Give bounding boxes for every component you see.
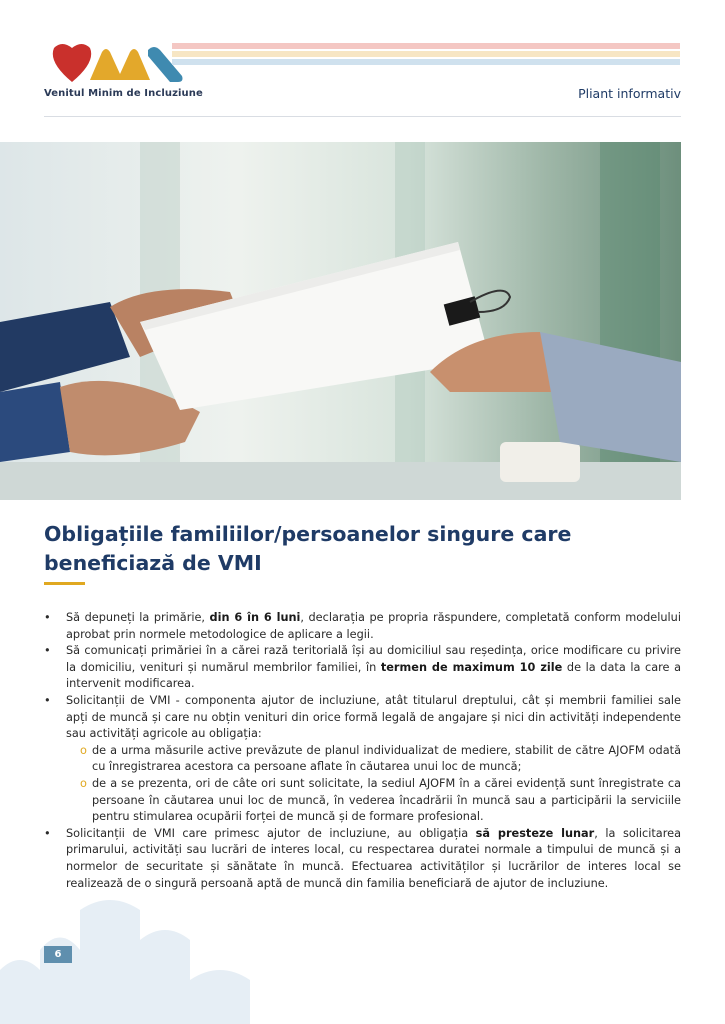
body-text: de a urma măsurile active prevăzute de planul individualizat de mediere, stabilit de către AJOFM odată cu înregistrarea acestora ca persoane aflate în căutarea unui loc de muncă;	[92, 743, 681, 774]
body-text: de a se prezenta, ori de câte ori sunt solicitate, la sediul AJOFM în a cărei evidență sunt înregistrate ca persoane în căutarea unui loc de muncă, în vederea încadrării în muncă sau a participării la serviciile pentru stimularea ocupării forței de muncă și de formare profesional.	[92, 776, 681, 824]
emphasis-text: termen de maximum 10 zile	[380, 660, 563, 674]
sub-list-item	[44, 776, 681, 826]
emphasis-text: din 6 în 6 luni	[209, 611, 301, 624]
list-item	[44, 643, 681, 693]
body-text: Solicitanții de VMI care primesc ajutor de incluziune, au obligația	[66, 826, 476, 840]
vmi-logo	[50, 40, 190, 86]
header-divider	[44, 116, 681, 117]
body-text: , declarația pe propria răspundere, completată conform modelului aprobat prin normele metodologice de aplicare a legii.	[66, 611, 681, 641]
section-title: Obligațiile familiilor/persoanelor singure care beneficiază de VMI	[44, 522, 572, 575]
page-number: 6	[44, 946, 72, 963]
bullet-marker: •	[44, 693, 51, 707]
sub-bullet-marker: o	[80, 743, 87, 757]
list-item	[44, 610, 681, 643]
sub-bullet-marker: o	[80, 776, 87, 790]
brand-name: Venitul Minim de Incluziune	[44, 88, 203, 99]
obligations-list	[44, 610, 681, 892]
body-text: Să comunicați primăriei în a cărei rază teritorială își au domiciliul sau reședința, orice modificare cu privire la domiciliu, venituri și numărul membrilor familiei, în	[66, 644, 681, 674]
bullet-marker: •	[44, 826, 51, 840]
body-text: Solicitanții de VMI - componenta ajutor de incluziune, atât titularul dreptului, cât și membrii familiei sale apți de muncă și care nu obțin venituri din orice formă legală de angajare și nici din activități independente sau activități agricole au obligația:	[66, 693, 681, 741]
body-text: , la solicitarea primarului, activități sau lucrări de interes local, cu respectarea duratei normale a timpului de muncă și a normelor de securitate și sănătate în muncă. Efectuarea activităților și lucrărilor de interes local se realizează de o singură persoană aptă de muncă din familia beneficiară de ajutor de incluziune.	[66, 826, 681, 890]
title-underline	[44, 582, 85, 585]
bullet-marker: •	[44, 644, 51, 658]
body-text: de la data la care a intervenit modificarea.	[66, 660, 681, 691]
handing-document-photo	[0, 142, 681, 500]
list-item	[44, 826, 681, 892]
doc-type-label: Pliant informativ	[578, 86, 681, 101]
body-text: Să depuneți la primărie,	[66, 611, 210, 624]
header-stripes	[172, 43, 680, 67]
bullet-marker: •	[44, 611, 51, 624]
list-item	[44, 693, 681, 743]
page-header	[0, 0, 725, 120]
emphasis-text: să presteze lunar	[475, 826, 595, 840]
sub-list-item	[44, 743, 681, 776]
